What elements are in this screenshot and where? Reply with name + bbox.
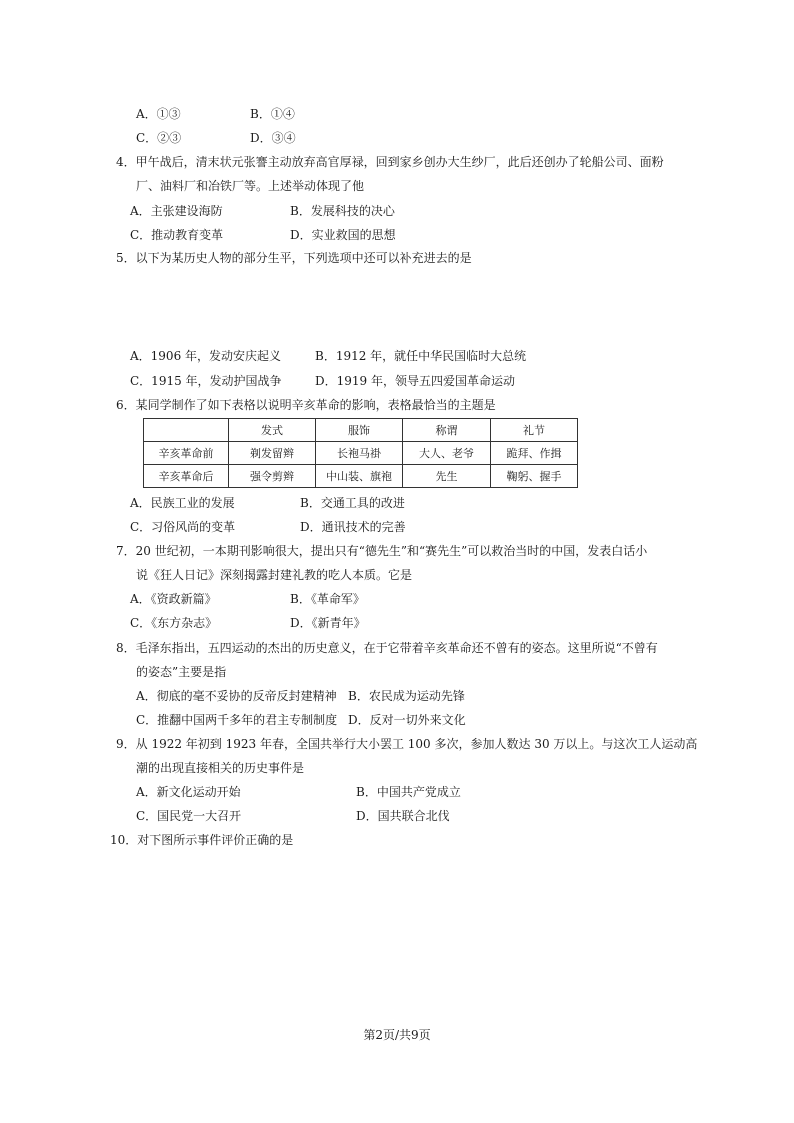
- q8-stem-line2: 的姿态”主要是指: [136, 665, 227, 679]
- page-footer: 第2页/共9页: [363, 1028, 431, 1042]
- q4-stem-line2: 厂、油料厂和冶铁厂等。上述举动体现了他: [136, 179, 365, 193]
- table-row: [144, 442, 578, 465]
- q6-option-d: D．通讯技术的完善: [300, 520, 406, 534]
- q5-stem: 5．以下为某历史人物的部分生平，下列选项中还可以补充进去的是: [116, 251, 472, 265]
- q8-stem-line1: 8．毛泽东指出，五四运动的杰出的历史意义，在于它带着辛亥革命还不曾有的姿态。这里所说“不曾有: [116, 641, 658, 655]
- q6-table: [143, 418, 578, 488]
- q4-stem-line1: 4．甲午战后，清末状元张謇主动放弃高官厚禄，回到家乡创办大生纱厂，此后还创办了轮船公司、面粉: [116, 155, 664, 169]
- q10-stem: 10．对下图所示事件评价正确的是: [110, 833, 294, 847]
- table-cell: 辛亥革命前: [144, 442, 229, 465]
- q7-option-b: B．《革命军》: [290, 592, 365, 606]
- q9-stem-line1: 9．从 1922 年初到 1923 年春，全国共举行大小罢工 100 多次，参加人数达 30 万以上。与这次工人运动高: [116, 737, 698, 751]
- q3-option-d: D．③④: [250, 131, 296, 145]
- table-row: [144, 465, 578, 488]
- q9-option-b: B．中国共产党成立: [356, 785, 461, 799]
- q8-option-a: A．彻底的毫不妥协的反帝反封建精神: [136, 689, 337, 703]
- table-cell: 大人、老爷: [403, 442, 491, 465]
- table-cell: 强令剪辫: [229, 465, 316, 488]
- q5-option-a: A．1906 年，发动安庆起义: [130, 349, 282, 363]
- q6-stem: 6．某同学制作了如下表格以说明辛亥革命的影响，表格最恰当的主题是: [116, 398, 496, 412]
- q3-option-a: A．①③: [136, 107, 181, 121]
- q5-option-d: D．1919 年，领导五四爱国革命运动: [315, 374, 515, 388]
- q7-stem-line2: 说《狂人日记》深刻揭露封建礼教的吃人本质。它是: [136, 568, 413, 582]
- q4-option-a: A．主张建设海防: [130, 204, 223, 218]
- q8-option-d: D．反对一切外来文化: [348, 713, 466, 727]
- q3-option-c: C．②③: [136, 131, 182, 145]
- q9-option-c: C．国民党一大召开: [136, 809, 242, 823]
- table-cell: 长袍马褂: [316, 442, 403, 465]
- q9-option-a: A．新文化运动开始: [136, 785, 241, 799]
- q6-option-c: C．习俗风尚的变革: [130, 520, 236, 534]
- table-cell: 跪拜、作揖: [491, 442, 578, 465]
- q4-option-b: B．发展科技的决心: [290, 204, 395, 218]
- q7-option-d: D．《新青年》: [290, 616, 366, 630]
- q9-stem-line2: 潮的出现直接相关的历史事件是: [136, 761, 305, 775]
- table-header-cell: 发式: [229, 419, 316, 442]
- table-header-cell: 称谓: [403, 419, 491, 442]
- table-cell: 剃发留辫: [229, 442, 316, 465]
- q5-option-b: B．1912 年，就任中华民国临时大总统: [315, 349, 527, 363]
- table-header-cell: 服饰: [316, 419, 403, 442]
- table-cell: 鞠躬、握手: [491, 465, 578, 488]
- q3-option-b: B．①④: [250, 107, 295, 121]
- q4-option-c: C．推动教育变革: [130, 228, 224, 242]
- q6-option-b: B．交通工具的改进: [300, 496, 405, 510]
- q5-option-c: C．1915 年，发动护国战争: [130, 374, 282, 388]
- q7-option-a: A．《资政新篇》: [130, 592, 217, 606]
- q7-option-c: C．《东方杂志》: [130, 616, 218, 630]
- q7-stem-line1: 7．20 世纪初，一本期刊影响很大，提出只有“德先生”和“赛先生”可以救治当时的中国，发表白话小: [116, 544, 648, 558]
- table-cell: 先生: [403, 465, 491, 488]
- table-header-row: [144, 419, 578, 442]
- q9-option-d: D．国共联合北伐: [356, 809, 450, 823]
- table-header-cell: [144, 419, 229, 442]
- q8-option-c: C．推翻中国两千多年的君主专制制度: [136, 713, 338, 727]
- q6-option-a: A．民族工业的发展: [130, 496, 235, 510]
- table-header-cell: 礼节: [491, 419, 578, 442]
- table-cell: 辛亥革命后: [144, 465, 229, 488]
- q8-option-b: B．农民成为运动先锋: [348, 689, 465, 703]
- q4-option-d: D．实业救国的思想: [290, 228, 396, 242]
- table-cell: 中山装、旗袍: [316, 465, 403, 488]
